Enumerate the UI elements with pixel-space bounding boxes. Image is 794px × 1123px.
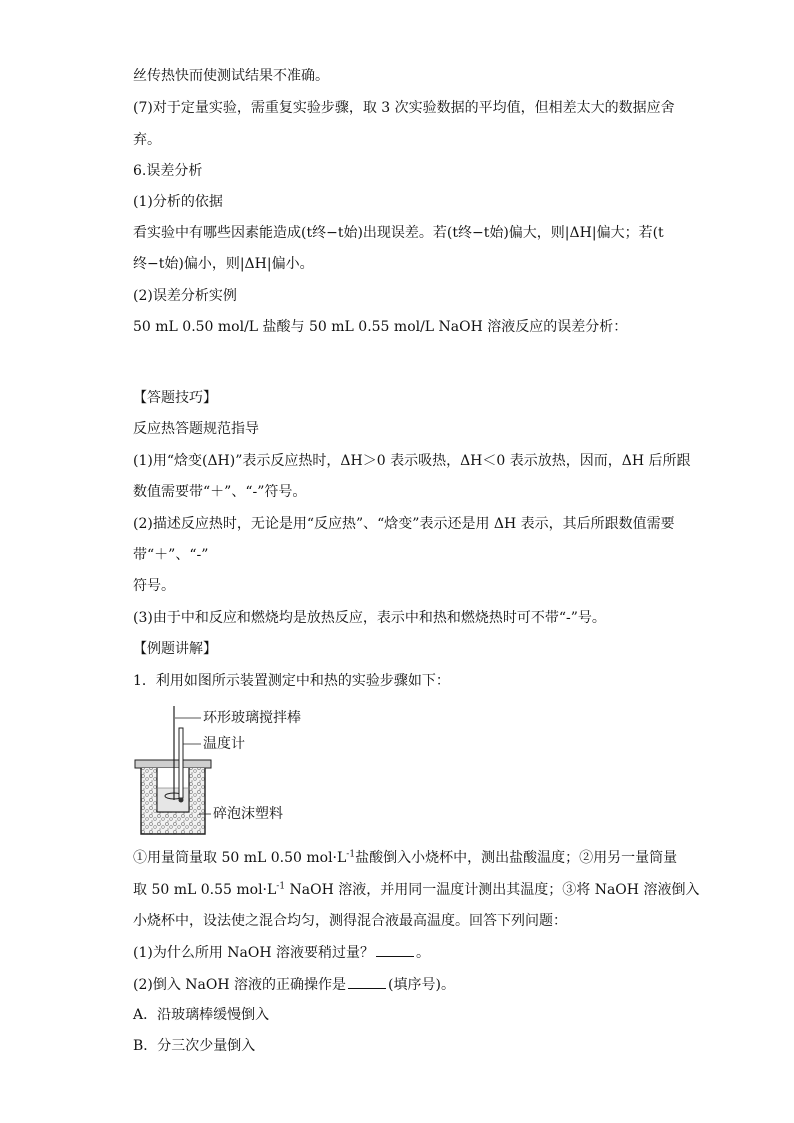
text-line: 符号。: [133, 578, 175, 594]
question-stem: 1．利用如图所示装置测定中和热的实验步骤如下：: [133, 673, 450, 689]
section-heading: 6.误差分析: [133, 163, 203, 179]
question-1: (1)为什么所用 NaOH 溶液要稍过量？ 。: [133, 942, 663, 963]
text-line: 弃。: [133, 132, 161, 148]
answer-blank[interactable]: [376, 942, 414, 957]
text-line: (1)用“焓变(ΔH)”表示反应热时，ΔH＞0 表示吸热，ΔH＜0 表示放热，因而，ΔH 后所跟: [133, 453, 691, 469]
text-line: 反应热答题规范指导: [133, 421, 259, 437]
text-line: ①用量筒量取 50 mL 0.50 $mol\cdot L^{-1}$盐酸倒入小烧杯中，测出盐酸温度；②用另一量筒量: [133, 849, 678, 866]
calorimeter-figure: [133, 702, 303, 842]
answer-blank[interactable]: [348, 974, 386, 989]
text-line: 数值需要带“＋”、“-”符号。: [133, 484, 307, 500]
foam-label: 碎泡沫塑料: [213, 806, 283, 822]
text-line: 带“＋”、“-”: [133, 547, 209, 563]
subsection-heading: (1)分析的依据: [133, 194, 223, 210]
text-line: 终−t始)偏小，则|ΔH|偏小。: [133, 256, 314, 272]
text-line: 小烧杯中，设法使之混合均匀，测得混合液最高温度。回答下列问题：: [133, 913, 567, 929]
option-a: A．沿玻璃棒缓慢倒入: [133, 1007, 270, 1023]
question-2: (2)倒入 NaOH 溶液的正确操作是 (填序号)。: [133, 974, 663, 995]
text-line: (2)描述反应热时，无论是用“反应热”、“焓变”表示还是用 ΔH 表示，其后所跟数值需要: [133, 516, 675, 532]
example-heading: 【例题讲解】: [133, 641, 217, 657]
tips-heading: 【答题技巧】: [133, 390, 217, 406]
text-line: 取 50 mL 0.55 $mol\cdot L^{-1}$ NaOH 溶液，并用同一温度计测出其温度；③将 NaOH 溶液倒入: [133, 881, 700, 898]
subsection-heading: (2)误差分析实例: [133, 288, 237, 304]
text-line: 50 mL 0.50 mol/L 盐酸与 50 mL 0.55 mol/L NaOH 溶液反应的误差分析：: [133, 319, 628, 335]
text-line: (3)由于中和反应和燃烧均是放热反应，表示中和热和燃烧热时可不带“-”号。: [133, 610, 606, 626]
text-line: (7)对于定量实验，需重复实验步骤，取 3 次实验数据的平均值，但相差太大的数据应舍: [133, 100, 675, 116]
option-b: B．分三次少量倒入: [133, 1038, 256, 1054]
stirrer-label: 环形玻璃搅拌棒: [203, 710, 301, 726]
thermometer-label: 温度计: [203, 736, 245, 752]
text-line: 丝传热快而使测试结果不准确。: [133, 68, 329, 84]
text-line: 看实验中有哪些因素能造成(t终−t始)出现误差。若(t终−t始)偏大，则|ΔH|偏大；若(t: [133, 225, 664, 241]
